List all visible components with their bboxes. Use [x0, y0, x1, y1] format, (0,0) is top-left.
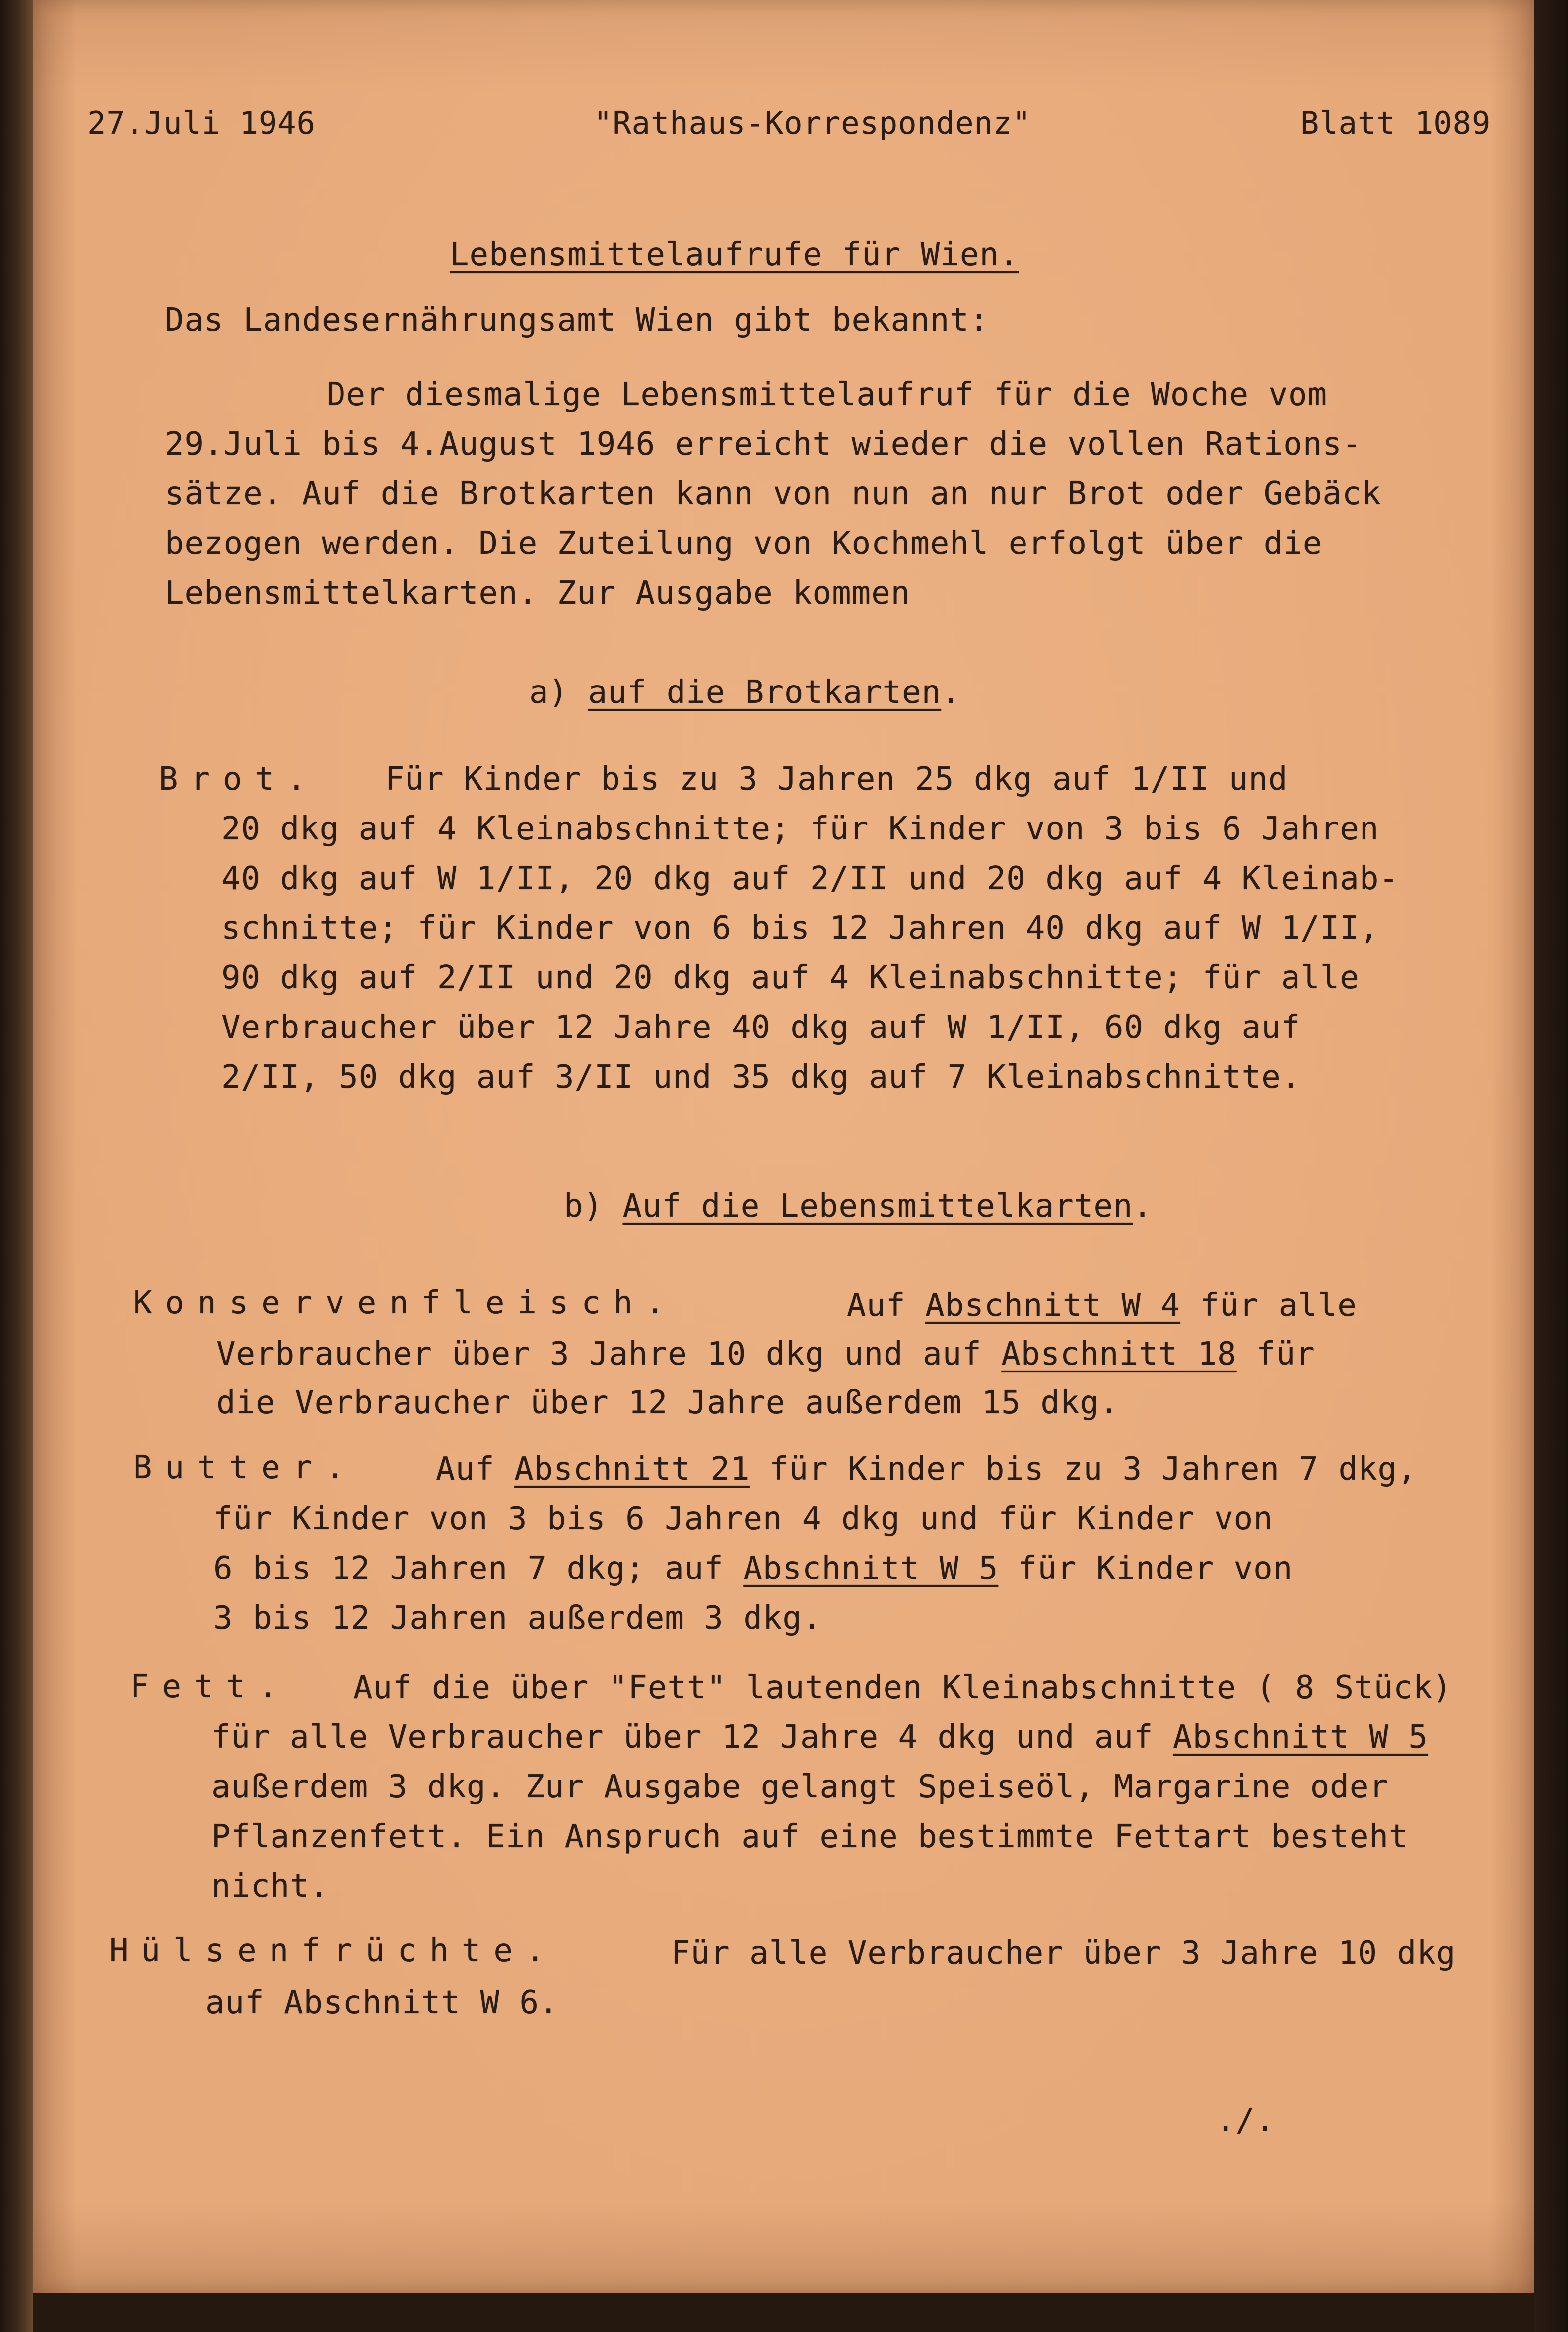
- butter-label: Butter.: [133, 1449, 357, 1486]
- huelsenfruechte-line: Für alle Verbraucher über 3 Jahre 10 dkg: [671, 1935, 1456, 1972]
- butter-line: für Kinder von 3 bis 6 Jahren 4 dkg und für Kinder von: [213, 1501, 1273, 1537]
- brot-line: 20 dkg auf 4 Kleinabschnitte; für Kinder von 3 bis 6 Jahren: [221, 811, 1379, 847]
- paragraph-line: Der diesmalige Lebensmittelaufruf für die Woche vom: [327, 376, 1328, 413]
- fett-line: für alle Verbraucher über 12 Jahre 4 dkg und auf Abschnitt W 5: [211, 1719, 1428, 1756]
- section-b-suffix: .: [1133, 1188, 1153, 1225]
- butter-line: 3 bis 12 Jahren außerdem 3 dkg.: [213, 1600, 822, 1637]
- konservenfleisch-line: Auf Abschnitt W 4 für alle: [847, 1287, 1357, 1324]
- paragraph-line: sätze. Auf die Brotkarten kann von nun an nur Brot oder Gebäck: [165, 476, 1381, 512]
- section-b-heading: [564, 1181, 1153, 1231]
- paragraph-line: Lebensmittelkarten. Zur Ausgabe kommen: [165, 575, 911, 612]
- brot-line: 2/II, 50 dkg auf 3/II und 35 dkg auf 7 Kleinabschnitte.: [221, 1059, 1301, 1096]
- header-publication: "Rathaus-Korrespondenz": [594, 105, 1031, 141]
- abschnitt-reference: Abschnitt W 4: [925, 1287, 1181, 1324]
- huelsenfruechte-label: Hülsenfrüchte.: [109, 1932, 558, 1969]
- abschnitt-reference: Abschnitt W 5: [1173, 1719, 1428, 1756]
- konservenfleisch-line: die Verbraucher über 12 Jahre außerdem 15 dkg.: [216, 1384, 1119, 1421]
- page-edge: [1534, 0, 1568, 2332]
- abschnitt-reference: Abschnitt 21: [514, 1451, 750, 1488]
- fett-label: Fett.: [130, 1668, 290, 1705]
- brot-line: Für Kinder bis zu 3 Jahren 25 dkg auf 1/II und: [385, 761, 1288, 798]
- konservenfleisch-label: Konservenfleisch.: [133, 1285, 678, 1321]
- page-title: Lebensmittelaufrufe für Wien.: [450, 236, 1019, 273]
- brot-line: Verbraucher über 12 Jahre 40 dkg auf W 1/II, 60 dkg auf: [221, 1009, 1301, 1046]
- butter-line: Auf Abschnitt 21 für Kinder bis zu 3 Jahren 7 dkg,: [436, 1451, 1417, 1488]
- section-b-prefix: b): [564, 1188, 604, 1225]
- brot-line: schnitte; für Kinder von 6 bis 12 Jahren 40 dkg auf W 1/II,: [221, 910, 1379, 947]
- fett-line: außerdem 3 dkg. Zur Ausgabe gelangt Speiseöl, Margarine oder: [211, 1769, 1389, 1805]
- paragraph-line: 29.Juli bis 4.August 1946 erreicht wieder die vollen Rations-: [165, 426, 1362, 463]
- brot-line: 40 dkg auf W 1/II, 20 dkg auf 2/II und 20 dkg auf 4 Kleinab-: [221, 860, 1399, 897]
- section-a-heading: [529, 668, 961, 717]
- page-edge-bottom: [33, 2293, 1534, 2332]
- fett-line: Pflanzenfett. Ein Anspruch auf eine bestimmte Fettart besteht: [211, 1818, 1409, 1855]
- section-a-suffix: .: [941, 674, 961, 711]
- book-binding: [0, 0, 33, 2332]
- brot-label: Brot.: [159, 761, 319, 798]
- section-a-title: auf die Brotkarten: [588, 674, 942, 711]
- brot-line: 90 dkg auf 2/II und 20 dkg auf 4 Kleinabschnitte; für alle: [221, 960, 1360, 996]
- header-sheet-number: Blatt 1089: [1300, 105, 1491, 141]
- header-date: 27.Juli 1946: [87, 105, 316, 141]
- section-a-prefix: a): [529, 674, 569, 711]
- fett-line: nicht.: [211, 1868, 330, 1905]
- konservenfleisch-line: Verbraucher über 3 Jahre 10 dkg und auf Abschnitt 18 für: [216, 1336, 1315, 1372]
- abschnitt-reference: Abschnitt W 5: [743, 1550, 999, 1587]
- continuation-mark: ./.: [1216, 2102, 1275, 2139]
- huelsenfruechte-line: auf Abschnitt W 6.: [205, 1985, 559, 2021]
- abschnitt-reference: Abschnitt 18: [1001, 1336, 1237, 1372]
- butter-line: 6 bis 12 Jahren 7 dkg; auf Abschnitt W 5 für Kinder von: [213, 1550, 1293, 1587]
- paragraph-line: bezogen werden. Die Zuteilung von Kochmehl erfolgt über die: [165, 525, 1323, 562]
- section-b-title: Auf die Lebensmittelkarten: [622, 1188, 1133, 1225]
- intro-line: Das Landesernährungsamt Wien gibt bekannt:: [165, 302, 989, 339]
- fett-line: Auf die über "Fett" lautenden Kleinabschnitte ( 8 Stück): [353, 1669, 1452, 1706]
